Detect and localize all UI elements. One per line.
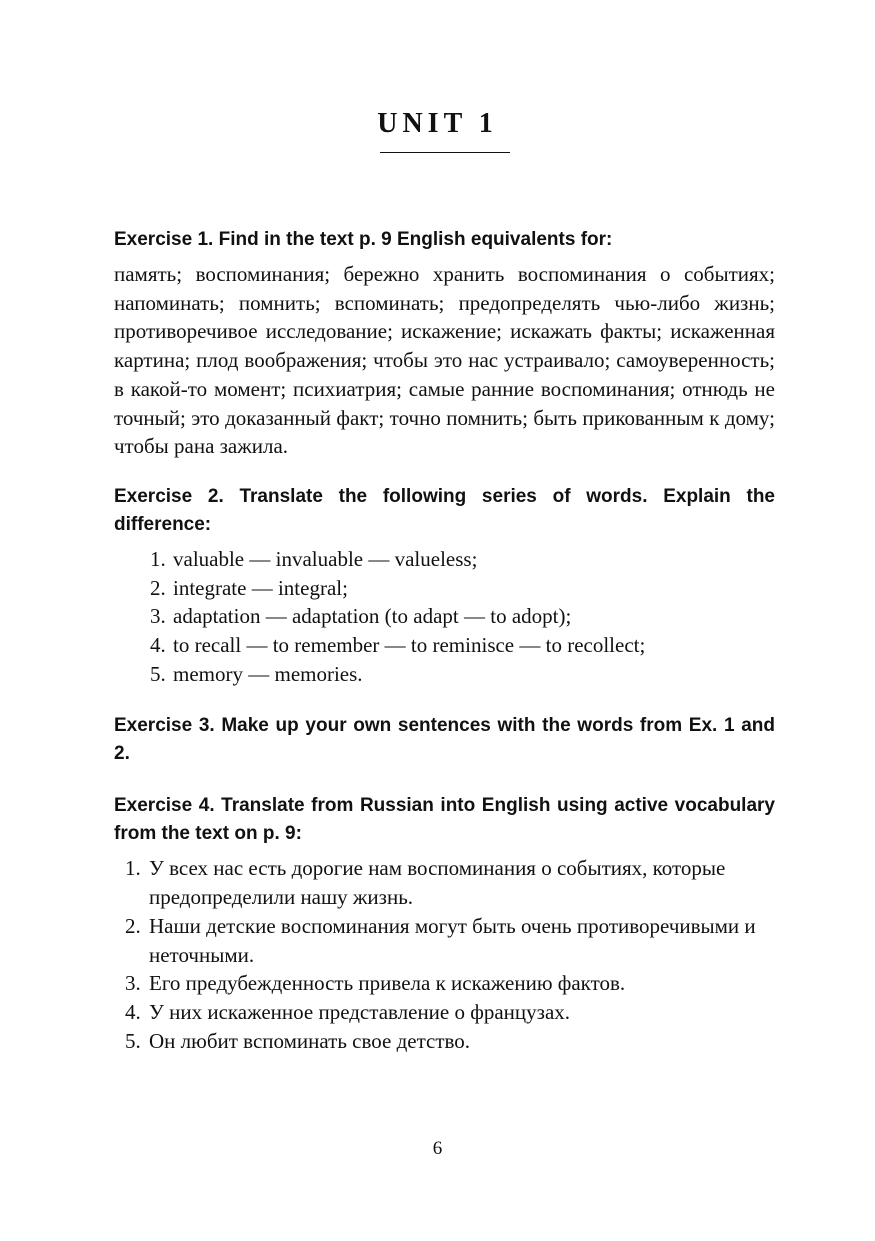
list-item [114,998,775,1027]
item-text: integrate — integral; [173,575,348,600]
page-number: 6 [432,1138,443,1159]
item-text: memory — memories. [173,661,363,686]
item-text: У них искаженное представление о французах. [149,999,571,1024]
item-number: 5. [125,1028,141,1053]
item-text: valuable — invaluable — valueless; [173,546,478,571]
list-item [114,574,775,603]
item-number: 2. [150,575,166,600]
list-item [114,969,775,998]
exercise-2-list [114,545,775,689]
exercise-1-heading: Exercise 1. Find in the text p. 9 English equivalents for: [114,229,613,250]
title-underline [380,152,510,153]
item-text: adaptation — adaptation (to adapt — to adopt); [173,604,572,629]
list-item [114,854,775,911]
exercise-2-heading: Exercise 2. Translate the following series of words. Explain the difference: [114,485,775,535]
item-number: 4. [150,633,166,658]
exercise-2 [114,483,775,689]
exercise-3 [114,712,775,768]
item-number: 2. [125,913,141,938]
item-number: 4. [125,999,141,1024]
list-item [114,545,775,574]
item-text: Его предубежденность привела к искажению фактов. [149,971,626,996]
list-item [114,660,775,689]
exercise-4 [114,792,775,1055]
exercise-4-list [114,854,775,1055]
exercise-3-heading: Exercise 3. Make up your own sentences with the words from Ex. 1 and 2. [114,715,775,765]
item-text: Он любит вспоминать свое детство. [149,1028,471,1053]
item-text: У всех нас есть дорогие нам воспоминания о событиях, которые предопределили нашу жизнь. [149,856,726,910]
item-number: 1. [125,856,141,881]
list-item [114,1027,775,1056]
item-number: 3. [150,604,166,629]
item-text: to recall — to remember — to reminisce — to recollect; [173,633,646,658]
exercise-1-body: память; воспоминания; бережно хранить воспоминания о событиях; напоминать; помнить; вспоминать; предопределять чью-либо жизнь; противоречивое исследование; искажение; искажать факты; искаженная картина; плод воображения; чтобы это нас устраивало; самоуверенность; в какой-то момент; психиатрия; самые ранние воспоминания; отнюдь не точный; это доказанный факт; точно помнить; быть прикованным к дому; чтобы рана зажила. [114,262,775,459]
unit-title: UNIT 1 [377,108,498,139]
list-item [114,912,775,969]
exercise-1 [114,226,775,461]
exercise-4-heading: Exercise 4. Translate from Russian into English using active vocabulary from the text on p. 9: [114,795,775,845]
list-item [114,631,775,660]
item-number: 3. [125,971,141,996]
list-item [114,602,775,631]
item-number: 5. [150,661,166,686]
item-number: 1. [150,546,166,571]
exercises-content [114,226,775,1055]
item-text: Наши детские воспоминания могут быть очень противоречивыми и неточными. [149,913,756,967]
